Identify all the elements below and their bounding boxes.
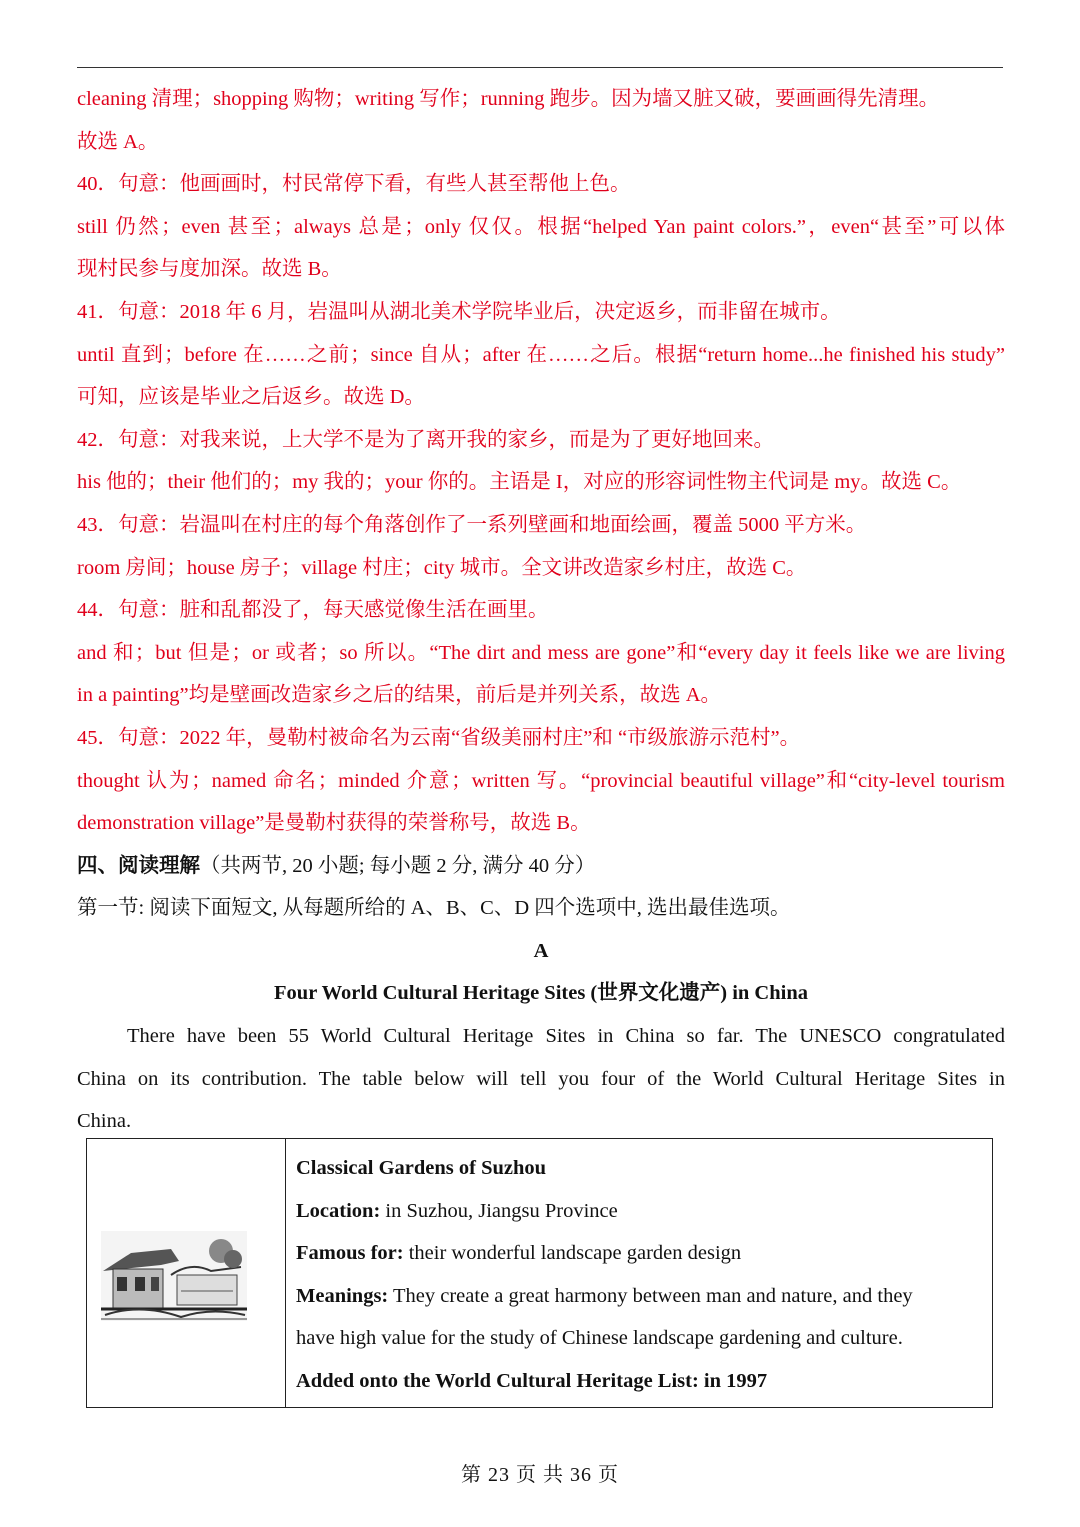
explanation-line: his 他的；their 他们的；my 我的；your 你的。主语是 I，对应的形容词性物主代词是 my。故选 C。	[77, 471, 962, 494]
site-name: Classical Gardens of Suzhou	[296, 1157, 547, 1179]
explanation-line: 43．句意：岩温叫在村庄的每个角落创作了一系列壁画和地面绘画，覆盖 5000 平方米。	[77, 513, 867, 536]
meanings-label: Meanings:	[296, 1284, 389, 1307]
passage-title: Four World Cultural Heritage Sites (世界文化遗产) in China	[274, 982, 808, 1005]
explanation-line: cleaning 清理；shopping 购物；writing 写作；running 跑步。因为墙又脏又破，要画画得先清理。	[77, 88, 940, 110]
location-label: Location:	[296, 1199, 381, 1222]
table-image-cell	[87, 1139, 286, 1407]
explanation-line: 44．句意：脏和乱都没了，每天感觉像生活在画里。	[77, 599, 549, 622]
explanation-line: 可知，应该是毕业之后返乡。故选 D。	[77, 386, 425, 409]
explanation-line: and 和；but 但是；or 或者；so 所以。“The dirt and mess are gone”和“every day it feels like we are living	[77, 641, 1005, 664]
explanation-line: until 直到；before 在……之前；since 自从；after 在……之后。根据“return home...he finished his study”	[77, 343, 1005, 366]
explanation-line: 40．句意：他画画时，村民常停下看，有些人甚至帮他上色。	[77, 173, 631, 196]
site-location	[296, 1190, 992, 1233]
explanation-line: room 房间；house 房子；village 村庄；city 城市。全文讲改造家乡村庄，故选 C。	[77, 556, 807, 579]
explanation-line: thought 认为；named 命名；minded 介意；written 写。“provincial beautiful village”和“city-level tourism	[77, 769, 1005, 792]
explanation-line: 45．句意：2022 年，曼勒村被命名为云南“省级美丽村庄”和 “市级旅游示范村”。	[77, 726, 801, 749]
page-content	[77, 78, 1005, 1143]
explanation-line: 故选 A。	[77, 130, 159, 153]
explanation-line: demonstration village”是曼勒村获得的荣誉称号，故选 B。	[77, 812, 591, 835]
section-heading	[77, 845, 1005, 888]
meanings-value-line1: They create a great harmony between man and nature, and they	[388, 1284, 913, 1307]
passage-paragraph-line: There have been 55 World Cultural Heritage Sites in China so far. The UNESCO congratulated	[127, 1025, 1005, 1048]
passage-paragraph-line: China on its contribution. The table below will tell you four of the World Cultural Heritage Sites in	[77, 1067, 1005, 1090]
suzhou-garden-sketch-image	[101, 1231, 247, 1321]
famous-value: their wonderful landscape garden design	[403, 1242, 742, 1265]
table-text-cell	[286, 1139, 992, 1407]
explanation-line: 41．句意：2018 年 6 月，岩温叫从湖北美术学院毕业后，决定返乡，而非留在城市。	[77, 300, 841, 323]
explanation-line: 42．句意：对我来说，上大学不是为了离开我的家乡，而是为了更好地回来。	[77, 428, 774, 451]
passage-paragraph-line: China.	[77, 1110, 132, 1133]
famous-label: Famous for:	[296, 1242, 404, 1265]
site-meanings-cont: have high value for the study of Chinese landscape gardening and culture.	[296, 1327, 903, 1350]
site-added-year: Added onto the World Cultural Heritage List: in 1997	[296, 1369, 768, 1392]
heritage-sites-table	[86, 1138, 993, 1408]
explanation-line: in a painting”均是壁画改造家乡之后的结果，前后是并列关系，故选 A。	[77, 684, 722, 707]
section-heading-rest: （共两节, 20 小题; 每小题 2 分, 满分 40 分）	[200, 854, 596, 877]
passage-label: A	[533, 939, 549, 962]
site-famous-for	[296, 1232, 992, 1275]
section-heading-bold: 四、阅读理解	[77, 854, 200, 877]
page-number-footer: 第 23 页 共 36 页	[461, 1464, 619, 1486]
section-instruction: 第一节: 阅读下面短文, 从每题所给的 A、B、C、D 四个选项中, 选出最佳选项。	[77, 897, 791, 920]
site-meanings	[296, 1275, 992, 1318]
explanation-line: still 仍然；even 甚至；always 总是；only 仅仅。根据“helped Yan paint colors.”，even“甚至”可以体	[77, 215, 1005, 238]
location-value: in Suzhou, Jiangsu Province	[380, 1199, 618, 1222]
explanation-line: 现村民参与度加深。故选 B。	[77, 258, 342, 281]
top-divider	[77, 67, 1003, 68]
